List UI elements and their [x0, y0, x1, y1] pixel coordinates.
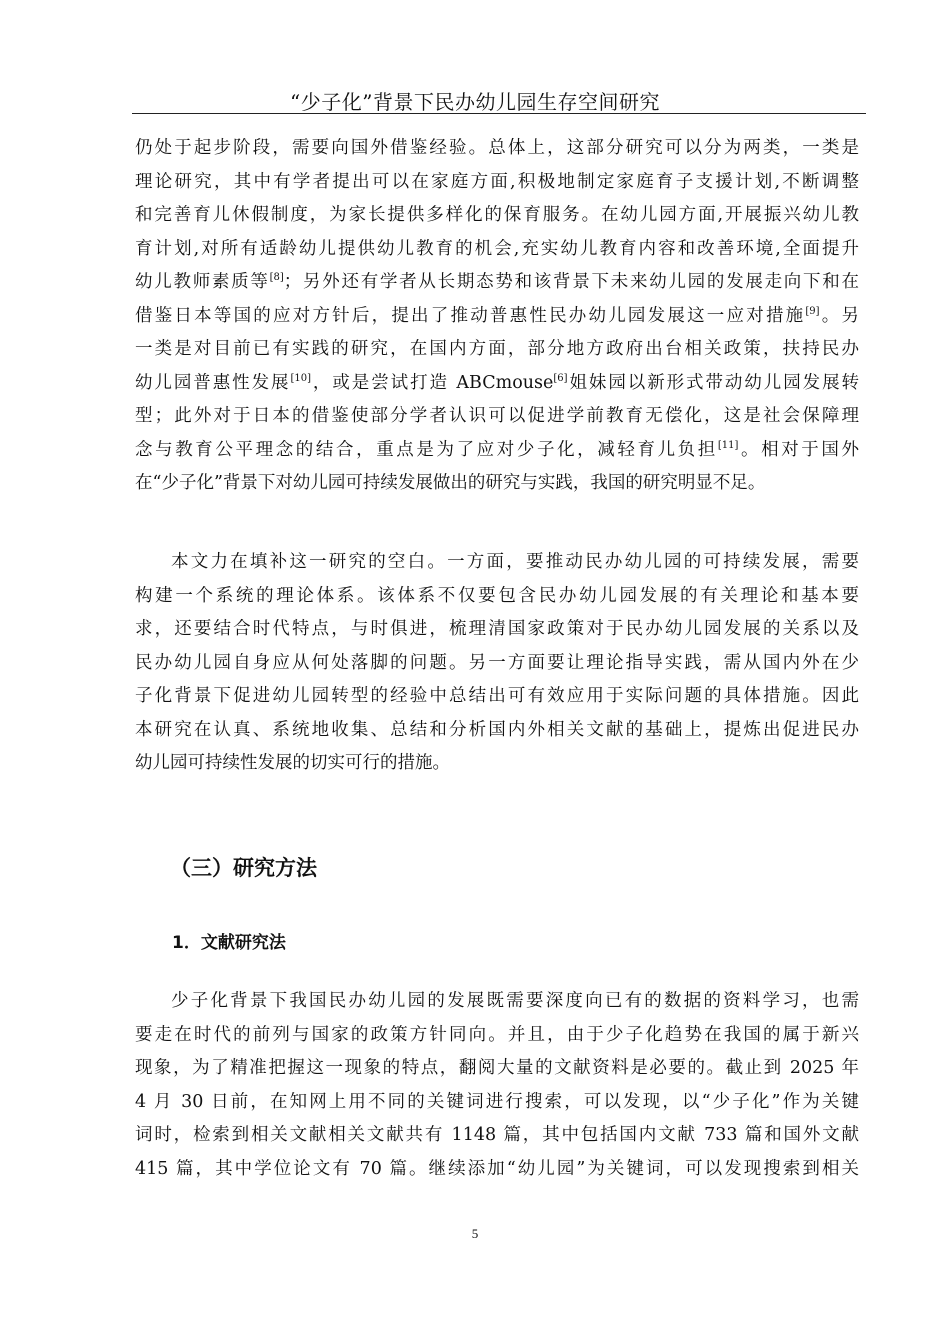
- text-line: 幼儿园可持续性发展的切实可行的措施。: [135, 753, 450, 773]
- text-segment: 念与教育公平理念的结合，重点是为了应对少子化，减轻育儿负担: [135, 439, 718, 460]
- text-line: 民办幼儿园自身应从何处落脚的问题。另一方面要让理论指导实践，需从国内外在少: [135, 652, 859, 673]
- paragraph-2: [135, 546, 859, 781]
- text-segment: 。另: [819, 305, 859, 326]
- text-line: [135, 367, 859, 401]
- text-line: 要走在时代的前列与国家的政策方针同向。并且，由于少子化趋势在我国的属于新兴: [135, 1024, 859, 1045]
- running-header-title: “少子化”背景下民办幼儿园生存空间研究: [290, 90, 660, 114]
- text-line: 少子化背景下我国民办幼儿园的发展既需要深度向已有的数据的资料学习，也需: [171, 991, 859, 1011]
- text-line: 现象，为了精准把握这一现象的特点，翻阅大量的文献资料是必要的。截止到 2025 年: [135, 1058, 859, 1078]
- text-line: [135, 266, 859, 300]
- text-line: 词时，检索到相关文献相关文献共有 1148 篇，其中包括国内文献 733 篇和国外文献: [135, 1125, 859, 1145]
- text-line: 本文力在填补这一研究的空白。一方面，要推动民办幼儿园的可持续发展，需要: [171, 552, 859, 572]
- text-segment: 。相对于国外: [738, 439, 860, 460]
- paragraph-3: [135, 985, 859, 1186]
- citation-6: [6]: [553, 372, 568, 384]
- text-line: 构建一个系统的理论体系。该体系不仅要包含民办幼儿园发展的有关理论和基本要: [135, 585, 859, 606]
- text-line: [135, 300, 859, 334]
- text-line: 415 篇，其中学位论文有 70 篇。继续添加“幼儿园”为关键词，可以发现搜索到相关: [135, 1158, 859, 1179]
- text-segment: 借鉴日本等国的应对方针后，提出了推动普惠性民办幼儿园发展这一应对措施: [135, 305, 806, 326]
- text-line: 一类是对目前已有实践的研究，在国内方面，部分地方政府出台相关政策，扶持民办: [135, 339, 859, 359]
- page-number: 5: [471, 1226, 479, 1241]
- text-segment: 幼儿教师素质等: [135, 272, 270, 292]
- header-rule: [132, 113, 866, 114]
- paragraph-1: [135, 132, 859, 501]
- text-line: 型；此外对于日本的借鉴使部分学者认识可以促进学前教育无偿化，这是社会保障理: [135, 406, 859, 426]
- text-line: [135, 434, 859, 468]
- text-segment: ，或是尝试打造 ABCmouse: [310, 372, 554, 393]
- text-line: 4 月 30 日前，在知网上用不同的关键词进行搜索，可以发现，以“少子化”作为关键: [135, 1091, 859, 1112]
- text-segment: ；另外还有学者从长期态势和该背景下未来幼儿园的发展走向下和在: [283, 272, 860, 292]
- text-segment: 姐妹园以新形式带动幼儿园发展转: [567, 372, 860, 393]
- text-line: 求，还要结合时代特点，与时俱进，梳理清国家政策对于民办幼儿园发展的关系以及: [135, 619, 859, 639]
- text-line: 育计划,对所有适龄幼儿提供幼儿教育的机会,充实幼儿教育内容和改善环境,全面提升: [135, 238, 859, 259]
- text-line: 仍处于起步阶段，需要向国外借鉴经验。总体上，这部分研究可以分为两类，一类是: [135, 138, 859, 158]
- text-line: 本研究在认真、系统地收集、总结和分析国内外相关文献的基础上，提炼出促进民办: [135, 719, 859, 740]
- text-line: 在“少子化”背景下对幼儿园可持续发展做出的研究与实践，我国的研究明显不足。: [135, 473, 766, 493]
- citation-9: [9]: [805, 305, 820, 317]
- citation-10: [10]: [290, 372, 311, 384]
- text-line: 理论研究，其中有学者提出可以在家庭方面,积极地制定家庭育子支援计划,不断调整: [135, 171, 859, 192]
- text-segment: 幼儿园普惠性发展: [135, 372, 291, 393]
- text-line: 和完善育儿休假制度，为家长提供多样化的保育服务。在幼儿园方面,开展振兴幼儿教: [135, 205, 859, 225]
- section-heading: （三）研究方法: [170, 856, 317, 880]
- citation-8: [8]: [269, 272, 284, 284]
- citation-11: [11]: [717, 439, 739, 451]
- subsection-heading: 1．文献研究法: [172, 933, 286, 953]
- text-line: 子化背景下促进幼儿园转型的经验中总结出可有效应用于实际问题的具体措施。因此: [135, 686, 859, 706]
